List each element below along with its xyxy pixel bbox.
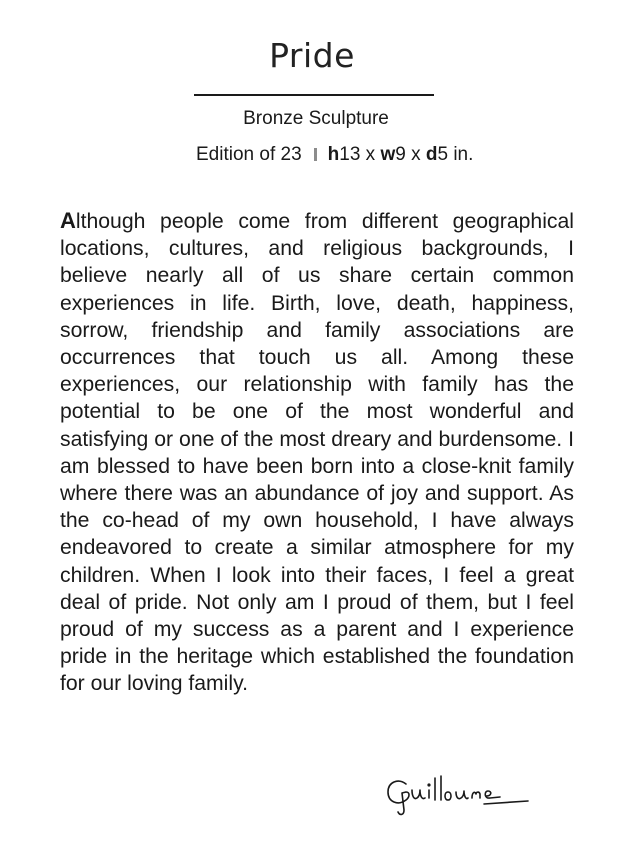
separator-bar bbox=[314, 148, 317, 161]
dropcap-letter: A bbox=[60, 208, 76, 233]
width-label: w bbox=[380, 144, 396, 165]
page-title: Pride bbox=[269, 36, 355, 75]
edition-dimensions-line bbox=[196, 144, 473, 166]
edition-text: Edition of 23 bbox=[196, 144, 302, 165]
artist-signature bbox=[380, 770, 550, 820]
depth-label: d bbox=[425, 144, 438, 165]
height-label: h bbox=[327, 144, 340, 165]
title-underline bbox=[194, 94, 434, 96]
artist-statement bbox=[60, 207, 574, 698]
subtitle-medium: Bronze Sculpture bbox=[243, 108, 389, 129]
depth-value: 5 in. bbox=[437, 144, 474, 165]
height-value: 13 x bbox=[339, 144, 381, 165]
width-value: 9 x bbox=[395, 144, 426, 165]
statement-text: lthough people come from different geographical locations, cultures, and religious backgrounds, I believe nearly all of us share certain common experiences in life. Birth, love, death, happiness, sorrow, friendship and family associations are occurrences that touch us all. Among these experiences, our relationship with family has the potential to be one of the most wonderful and satisfying or one of the most dreary and burdensome. I am blessed to have been born into a close-knit family where there was an abundance of joy and support. As the co-head of my own household, I have always endeavored to create a similar atmosphere for my children. When I look into their faces, I feel a great deal of pride. Not only am I proud of them, but I feel proud of my success as a parent and I experience pride in the heritage which established the foundation for our loving family. bbox=[60, 210, 574, 696]
